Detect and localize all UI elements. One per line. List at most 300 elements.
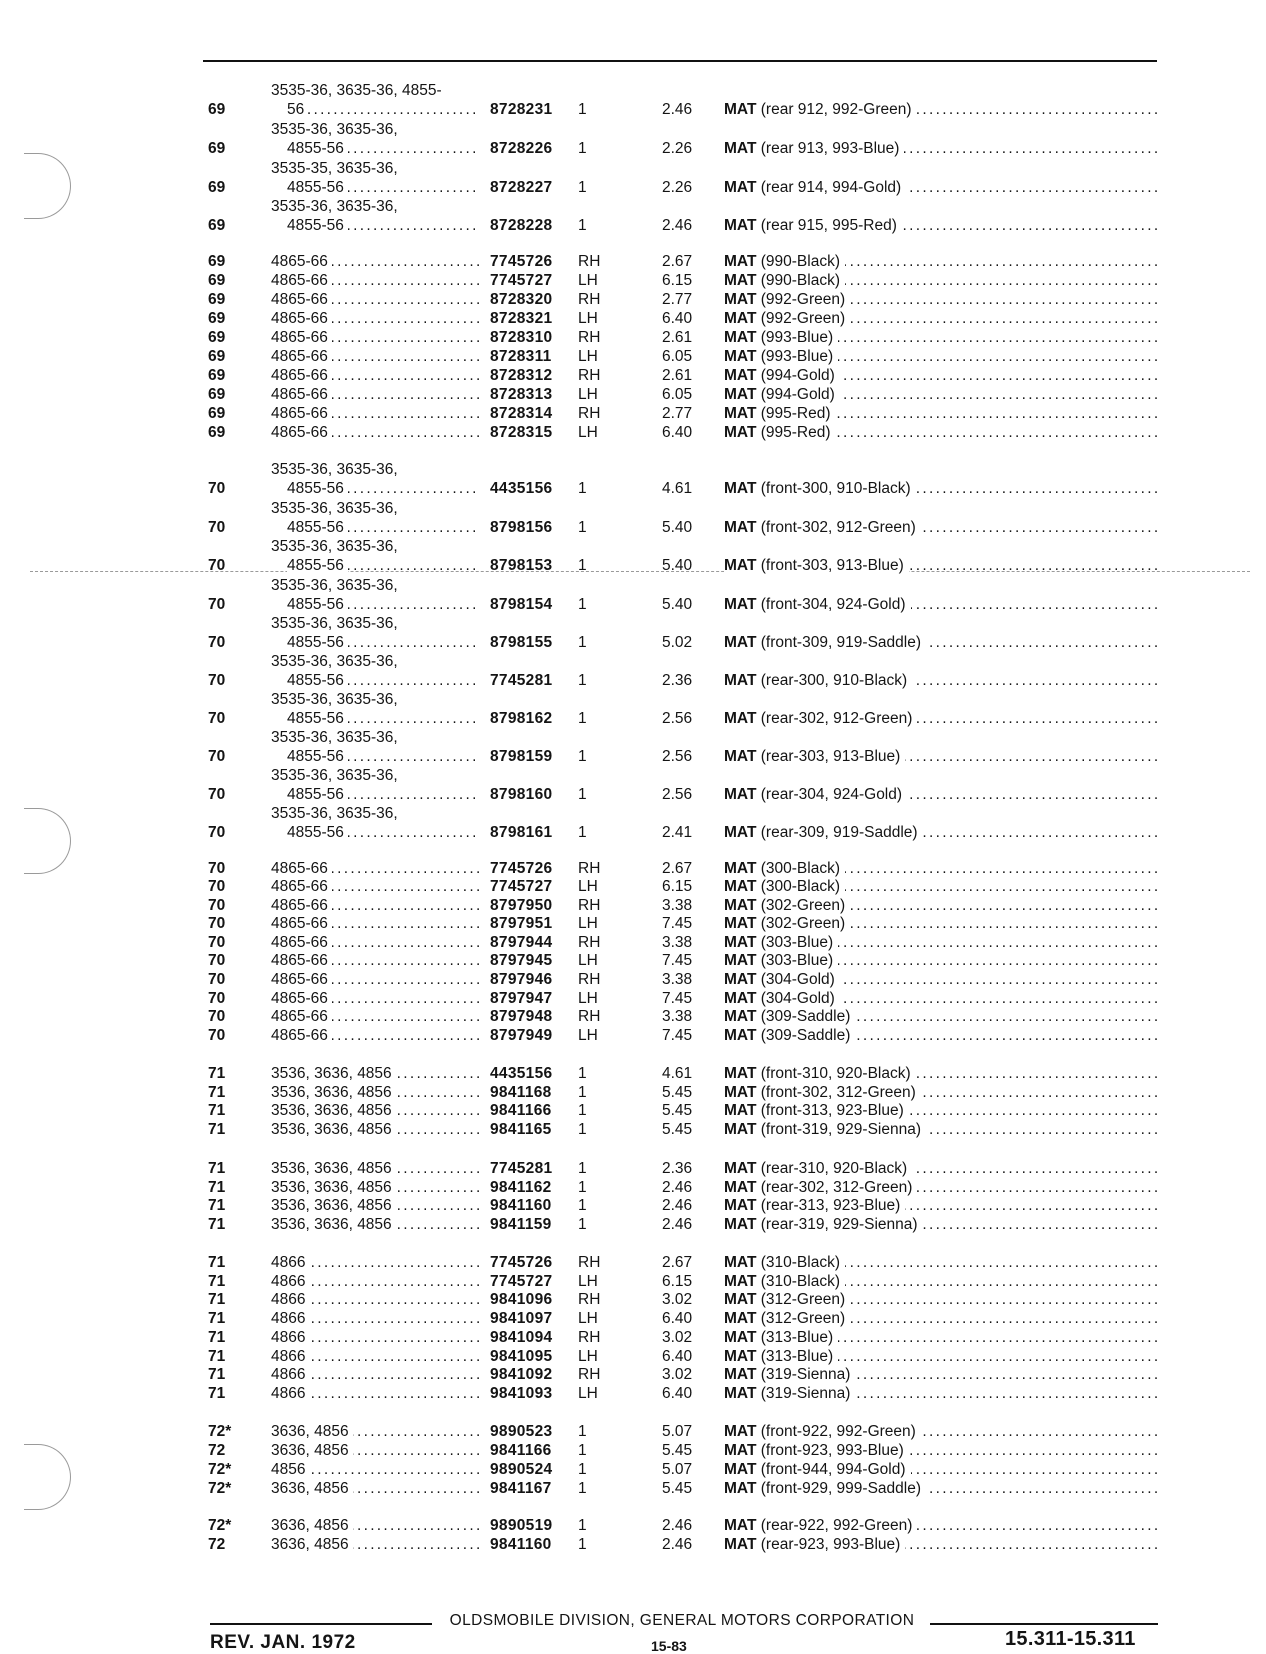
description-text — [724, 519, 921, 536]
description — [724, 596, 1160, 614]
description-detail: (995-Red) — [760, 424, 831, 441]
description-text — [724, 672, 912, 689]
model-line-1 — [0, 691, 1266, 709]
quantity: RH — [578, 253, 601, 270]
price: 3.02 — [662, 1366, 693, 1383]
year: 70 — [208, 897, 226, 914]
year: 69 — [208, 348, 226, 365]
quantity: 1 — [578, 1442, 587, 1459]
quantity: 1 — [578, 596, 587, 613]
description — [724, 971, 1160, 989]
description-item: MAT — [724, 367, 757, 384]
footer-company: OLDSMOBILE DIVISION, GENERAL MOTORS CORPORATION — [449, 1612, 915, 1629]
quantity: 1 — [578, 672, 587, 689]
part-number: 8728315 — [490, 424, 553, 441]
table-row — [0, 1121, 1266, 1139]
description — [724, 1121, 1160, 1139]
description-text — [724, 329, 838, 346]
description-text — [724, 596, 911, 613]
description-text — [724, 179, 906, 196]
model-line-1 — [0, 160, 1266, 178]
model-numbers-text: 4865-66 — [271, 878, 332, 895]
price: 5.45 — [662, 1442, 693, 1459]
description-detail: (313-Blue) — [760, 1348, 834, 1365]
description-item: MAT — [724, 1442, 757, 1459]
description-item: MAT — [724, 786, 757, 803]
description-item: MAT — [724, 1423, 757, 1440]
description — [724, 557, 1160, 575]
price: 6.40 — [662, 1385, 693, 1402]
table-row — [0, 1480, 1266, 1498]
quantity: 1 — [578, 1179, 587, 1196]
model-numbers — [271, 1179, 479, 1197]
price: 5.45 — [662, 1084, 693, 1101]
year: 70 — [208, 748, 226, 765]
part-number: 9841166 — [490, 1102, 552, 1119]
price: 5.40 — [662, 519, 693, 536]
price: 3.38 — [662, 934, 693, 951]
model-numbers — [271, 291, 479, 309]
model-numbers-text: 4865-66 — [271, 952, 332, 969]
description-text — [724, 348, 838, 365]
description-detail: (front-303, 913-Blue) — [760, 557, 904, 574]
table-row — [0, 1461, 1266, 1479]
model-numbers-text: 4865-66 — [271, 971, 332, 988]
part-number: 8798153 — [490, 557, 553, 574]
description-detail: (front-313, 923-Blue) — [760, 1102, 904, 1119]
description-item: MAT — [724, 1348, 757, 1365]
model-numbers — [271, 1102, 479, 1120]
table-row — [0, 1517, 1266, 1535]
price: 5.02 — [662, 634, 693, 651]
description-item: MAT — [724, 971, 757, 988]
description-detail: (rear-313, 923-Blue) — [760, 1197, 901, 1214]
description — [724, 878, 1160, 896]
table-row — [0, 217, 1266, 235]
description-detail: (rear 914, 994-Gold) — [760, 179, 902, 196]
description-item: MAT — [724, 1536, 757, 1553]
description-item: MAT — [724, 934, 757, 951]
year: 70 — [208, 1027, 226, 1044]
price: 3.38 — [662, 1008, 693, 1025]
price: 2.26 — [662, 179, 693, 196]
year: 70 — [208, 672, 226, 689]
table-row — [0, 934, 1266, 952]
description-detail: (312-Green) — [760, 1291, 846, 1308]
year: 71 — [208, 1216, 226, 1233]
year: 71 — [208, 1254, 226, 1271]
table-row — [0, 405, 1266, 423]
model-numbers — [271, 1480, 479, 1498]
model-numbers — [271, 1291, 479, 1309]
year: 71 — [208, 1291, 226, 1308]
model-numbers — [287, 101, 479, 119]
quantity: RH — [578, 405, 601, 422]
part-number: 8798159 — [490, 748, 553, 765]
year: 71 — [208, 1273, 226, 1290]
price: 2.46 — [662, 101, 693, 118]
model-line-1 — [0, 615, 1266, 633]
model-numbers-text: 4865-66 — [271, 329, 332, 346]
model-numbers — [271, 329, 479, 347]
model-numbers — [287, 672, 479, 690]
model-numbers — [271, 1310, 479, 1328]
price: 6.05 — [662, 348, 693, 365]
description-detail: (front-304, 924-Gold) — [760, 596, 906, 613]
description-text — [724, 897, 850, 914]
year: 71 — [208, 1121, 226, 1138]
description-text — [724, 367, 840, 384]
model-numbers-text: 4855-56 — [287, 824, 348, 841]
year: 69 — [208, 310, 226, 327]
description-text — [724, 1385, 855, 1402]
part-number: 7745281 — [490, 672, 553, 689]
part-number: 9890523 — [490, 1423, 553, 1440]
year: 72 — [208, 1536, 226, 1553]
year: 72* — [208, 1480, 232, 1497]
description-text — [724, 1461, 911, 1478]
description — [724, 1254, 1160, 1272]
table-row — [0, 990, 1266, 1008]
description — [724, 1160, 1160, 1178]
quantity: 1 — [578, 1084, 587, 1101]
model-numbers-text: 3536, 3636, 4856 — [271, 1084, 396, 1101]
year: 70 — [208, 786, 226, 803]
description — [724, 1216, 1160, 1234]
model-numbers-text: 4865-66 — [271, 1008, 332, 1025]
description-text — [724, 934, 838, 951]
model-numbers-line1: 3535-36, 3635-36, — [271, 500, 398, 517]
price: 7.45 — [662, 952, 693, 969]
model-numbers-text: 4865-66 — [271, 897, 332, 914]
description-text — [724, 878, 845, 895]
model-numbers-text: 4865-66 — [271, 253, 332, 270]
model-numbers — [287, 140, 479, 158]
description-detail: (992-Green) — [760, 291, 846, 308]
description — [724, 480, 1160, 498]
model-numbers-text: 4855-56 — [287, 519, 348, 536]
description-item: MAT — [724, 672, 757, 689]
part-number: 9841094 — [490, 1329, 553, 1346]
table-row — [0, 860, 1266, 878]
model-numbers-line1: 3535-36, 3635-36, — [271, 691, 398, 708]
table-row — [0, 748, 1266, 766]
model-numbers-text: 4855-56 — [287, 710, 348, 727]
price: 2.56 — [662, 786, 693, 803]
price: 3.38 — [662, 971, 693, 988]
model-numbers — [287, 519, 479, 537]
model-line-1 — [0, 82, 1266, 100]
part-number: 9841162 — [490, 1179, 552, 1196]
part-number: 8797947 — [490, 990, 553, 1007]
footer-rule-left — [210, 1623, 432, 1625]
table-row — [0, 1348, 1266, 1366]
model-numbers-text: 3536, 3636, 4856 — [271, 1102, 396, 1119]
year: 69 — [208, 101, 226, 118]
table-row — [0, 1084, 1266, 1102]
year: 70 — [208, 860, 226, 877]
model-numbers — [271, 1273, 479, 1291]
year: 70 — [208, 952, 226, 969]
model-numbers — [271, 1065, 479, 1083]
description-text — [724, 405, 836, 422]
part-number: 4435156 — [490, 1065, 553, 1082]
description-item: MAT — [724, 1065, 757, 1082]
price: 2.36 — [662, 1160, 693, 1177]
table-row — [0, 596, 1266, 614]
model-numbers — [271, 1160, 479, 1178]
model-numbers-text: 4855-56 — [287, 557, 348, 574]
price: 3.02 — [662, 1329, 693, 1346]
description-text — [724, 1179, 917, 1196]
description-detail: (990-Black) — [760, 272, 840, 289]
model-numbers — [271, 915, 479, 933]
model-line-1 — [0, 538, 1266, 556]
description — [724, 1329, 1160, 1347]
table-row — [0, 1291, 1266, 1309]
part-number: 9841159 — [490, 1216, 552, 1233]
table-row — [0, 1179, 1266, 1197]
table-row — [0, 1536, 1266, 1554]
quantity: 1 — [578, 179, 587, 196]
description-item: MAT — [724, 1273, 757, 1290]
description-detail: (995-Red) — [760, 405, 831, 422]
description-detail: (rear-923, 993-Blue) — [760, 1536, 901, 1553]
model-numbers — [271, 424, 479, 442]
description — [724, 1423, 1160, 1441]
part-number: 9841167 — [490, 1480, 552, 1497]
description — [724, 860, 1160, 878]
description-detail: (front-319, 929-Sienna) — [760, 1121, 922, 1138]
model-numbers-line1: 3535-36, 3635-36, — [271, 538, 398, 555]
description — [724, 1517, 1160, 1535]
price: 6.40 — [662, 310, 693, 327]
part-number: 9841097 — [490, 1310, 553, 1327]
description — [724, 1480, 1160, 1498]
part-number: 8728314 — [490, 405, 553, 422]
model-numbers — [271, 1442, 479, 1460]
description-item: MAT — [724, 1480, 757, 1497]
price: 2.61 — [662, 367, 693, 384]
price: 7.45 — [662, 990, 693, 1007]
model-numbers-text: 4866 — [271, 1310, 309, 1327]
quantity: 1 — [578, 710, 587, 727]
price: 5.45 — [662, 1121, 693, 1138]
model-numbers-text: 4865-66 — [271, 386, 332, 403]
model-numbers-line1: 3535-36, 3635-36, — [271, 805, 398, 822]
description-detail: (rear-304, 924-Gold) — [760, 786, 903, 803]
description-text — [724, 1310, 850, 1327]
model-numbers-text: 4865-66 — [271, 310, 332, 327]
description-detail: (rear-319, 929-Sienna) — [760, 1216, 918, 1233]
description — [724, 1197, 1160, 1215]
description-detail: (rear-300, 910-Black) — [760, 672, 908, 689]
year: 72* — [208, 1423, 232, 1440]
part-number: 9841095 — [490, 1348, 553, 1365]
table-row — [0, 557, 1266, 575]
model-numbers-text: 4866 — [271, 1385, 309, 1402]
table-row — [0, 1027, 1266, 1045]
description-detail: (rear-303, 913-Blue) — [760, 748, 901, 765]
description-item: MAT — [724, 824, 757, 841]
model-numbers — [271, 934, 479, 952]
year: 71 — [208, 1348, 226, 1365]
description-item: MAT — [724, 1197, 757, 1214]
description — [724, 1442, 1160, 1460]
description-item: MAT — [724, 424, 757, 441]
year: 69 — [208, 386, 226, 403]
quantity: RH — [578, 1329, 601, 1346]
price: 2.46 — [662, 217, 693, 234]
price: 2.77 — [662, 405, 693, 422]
model-numbers — [271, 1348, 479, 1366]
description-item: MAT — [724, 710, 757, 727]
part-number: 8728313 — [490, 386, 553, 403]
description — [724, 348, 1160, 366]
price: 2.77 — [662, 291, 693, 308]
model-numbers-text: 4856 — [271, 1461, 309, 1478]
quantity: 1 — [578, 480, 587, 497]
description-item: MAT — [724, 329, 757, 346]
table-row — [0, 291, 1266, 309]
model-numbers-text: 4855-56 — [287, 217, 348, 234]
model-numbers — [287, 217, 479, 235]
description — [724, 367, 1160, 385]
part-number: 8798156 — [490, 519, 553, 536]
model-numbers — [271, 990, 479, 1008]
table-row — [0, 386, 1266, 404]
model-numbers-text: 3536, 3636, 4856 — [271, 1179, 396, 1196]
description-text — [724, 386, 840, 403]
quantity: LH — [578, 348, 598, 365]
quantity: RH — [578, 860, 601, 877]
quantity: LH — [578, 1273, 598, 1290]
part-number: 9841165 — [490, 1121, 552, 1138]
description-item: MAT — [724, 897, 757, 914]
year: 69 — [208, 179, 226, 196]
price: 5.40 — [662, 557, 693, 574]
model-numbers — [271, 860, 479, 878]
part-number: 9841168 — [490, 1084, 552, 1101]
model-line-1 — [0, 461, 1266, 479]
description-detail: (319-Sienna) — [760, 1366, 851, 1383]
quantity: 1 — [578, 1536, 587, 1553]
model-numbers-text: 4866 — [271, 1348, 309, 1365]
year: 71 — [208, 1179, 226, 1196]
table-row — [0, 140, 1266, 158]
model-numbers — [271, 405, 479, 423]
description — [724, 1102, 1160, 1120]
part-number: 9841096 — [490, 1291, 553, 1308]
table-row — [0, 1102, 1266, 1120]
description-text — [724, 786, 907, 803]
model-numbers — [271, 310, 479, 328]
description-text — [724, 824, 923, 841]
quantity: LH — [578, 915, 598, 932]
price: 2.46 — [662, 1517, 693, 1534]
model-numbers-text: 4855-56 — [287, 596, 348, 613]
description — [724, 710, 1160, 728]
table-row — [0, 971, 1266, 989]
description-text — [724, 1329, 838, 1346]
year: 69 — [208, 329, 226, 346]
description-text — [724, 1273, 845, 1290]
description — [724, 1179, 1160, 1197]
table-row — [0, 424, 1266, 442]
description-text — [724, 1027, 855, 1044]
year: 70 — [208, 596, 226, 613]
model-numbers — [271, 971, 479, 989]
description-item: MAT — [724, 1461, 757, 1478]
description-detail: (994-Gold) — [760, 386, 835, 403]
year: 70 — [208, 710, 226, 727]
part-number: 8798155 — [490, 634, 553, 651]
description-item: MAT — [724, 1102, 757, 1119]
model-numbers-line1: 3535-36, 3635-36, 4855- — [271, 82, 442, 99]
year: 72* — [208, 1517, 232, 1534]
description-item: MAT — [724, 1008, 757, 1025]
part-number: 4435156 — [490, 480, 553, 497]
model-numbers-line1: 3535-36, 3635-36, — [271, 461, 398, 478]
part-number: 8728310 — [490, 329, 553, 346]
year: 71 — [208, 1310, 226, 1327]
quantity: LH — [578, 1310, 598, 1327]
description-detail: (300-Black) — [760, 878, 840, 895]
model-line-1 — [0, 653, 1266, 671]
description — [724, 915, 1160, 933]
price: 2.67 — [662, 1254, 693, 1271]
year: 70 — [208, 934, 226, 951]
price: 2.67 — [662, 253, 693, 270]
quantity: 1 — [578, 217, 587, 234]
price: 6.40 — [662, 1348, 693, 1365]
table-row — [0, 915, 1266, 933]
part-number: 9841160 — [490, 1197, 552, 1214]
description-text — [724, 634, 926, 651]
description-item: MAT — [724, 952, 757, 969]
quantity: 1 — [578, 786, 587, 803]
description-item: MAT — [724, 596, 757, 613]
price: 5.45 — [662, 1102, 693, 1119]
table-row — [0, 672, 1266, 690]
description-detail: (304-Gold) — [760, 990, 835, 1007]
model-numbers — [271, 1027, 479, 1045]
description-item: MAT — [724, 990, 757, 1007]
description-item: MAT — [724, 557, 757, 574]
quantity: 1 — [578, 140, 587, 157]
model-numbers — [271, 1423, 479, 1441]
model-numbers — [271, 367, 479, 385]
description-item: MAT — [724, 860, 757, 877]
quantity: LH — [578, 310, 598, 327]
year: 70 — [208, 971, 226, 988]
model-numbers-line1: 3535-36, 3635-36, — [271, 767, 398, 784]
description — [724, 952, 1160, 970]
part-number: 8798160 — [490, 786, 553, 803]
description-detail: (303-Blue) — [760, 934, 834, 951]
part-number: 8797946 — [490, 971, 553, 988]
table-row — [0, 480, 1266, 498]
description-text — [724, 1160, 912, 1177]
part-number: 8728320 — [490, 291, 553, 308]
year: 71 — [208, 1160, 226, 1177]
model-numbers — [287, 480, 479, 498]
description — [724, 786, 1160, 804]
description — [724, 101, 1160, 119]
year: 69 — [208, 253, 226, 270]
description — [724, 291, 1160, 309]
description-item: MAT — [724, 1254, 757, 1271]
